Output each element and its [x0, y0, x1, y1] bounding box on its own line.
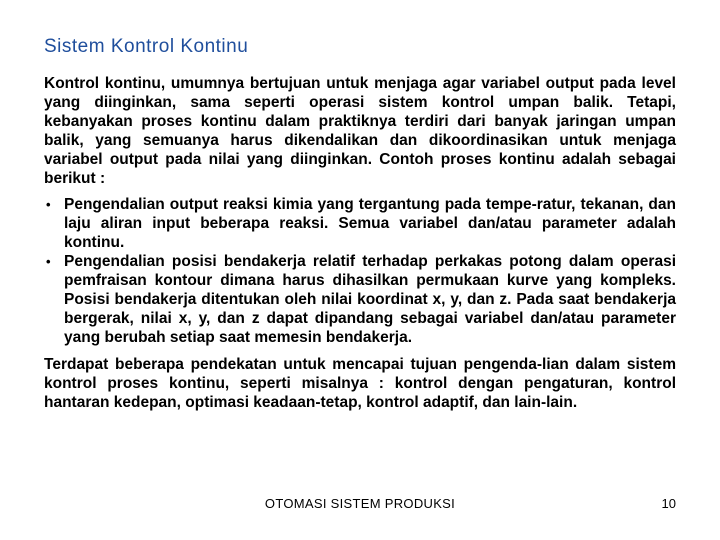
- footer-text: OTOMASI SISTEM PRODUKSI: [264, 496, 456, 511]
- bullet-item-chemical-reaction: [44, 195, 676, 252]
- intro-paragraph: Kontrol kontinu, umumnya bertujuan untuk menjaga agar variabel output pada level yang diinginkan, sama seperti operasi sistem kontrol umpan balik. Tetapi, kebanyakan proses kontinu dalam praktiknya terdiri dari banyak jaringan umpan balik, yang semuanya harus dikendalikan dan dikoordinasikan untuk menjaga variabel output pada nilai yang diinginkan. Contoh proses kontinu adalah sebagai berikut :: [44, 75, 676, 187]
- bullet-marker: •: [46, 197, 51, 212]
- bullet-item-workpiece-position: [44, 252, 676, 347]
- slide-body: [44, 74, 676, 412]
- bullet-text: Pengendalian output reaksi kimia yang tergantung pada tempe-ratur, tekanan, dan laju aliran input beberapa reaksi. Semua variabel dan/atau parameter adalah kontinu.: [64, 196, 676, 251]
- slide-title: Sistem Kontrol Kontinu: [44, 36, 249, 57]
- example-bullet-list: [44, 195, 676, 347]
- bullet-text: Pengendalian posisi bendakerja relatif terhadap perkakas potong dalam operasi pemfraisan kontour dimana harus dihasilkan permukaan kurve yang kompleks. Posisi bendakerja ditentukan oleh nilai koordinat x, y, dan z. Pada saat bendakerja bergerak, nilai x, y, dan z dapat dipandang sebagai variabel dan/atau parameter yang berubah setiap saat memesin bendakerja.: [64, 253, 676, 346]
- page-number: 10: [661, 496, 676, 511]
- bullet-marker: •: [46, 254, 51, 269]
- closing-paragraph: Terdapat beberapa pendekatan untuk mencapai tujuan pengenda-lian dalam sistem kontrol proses kontinu, seperti misalnya : kontrol dengan pengaturan, kontrol hantaran kedepan, optimasi keadaan-tetap, kontrol adaptif, dan lain-lain.: [44, 356, 676, 411]
